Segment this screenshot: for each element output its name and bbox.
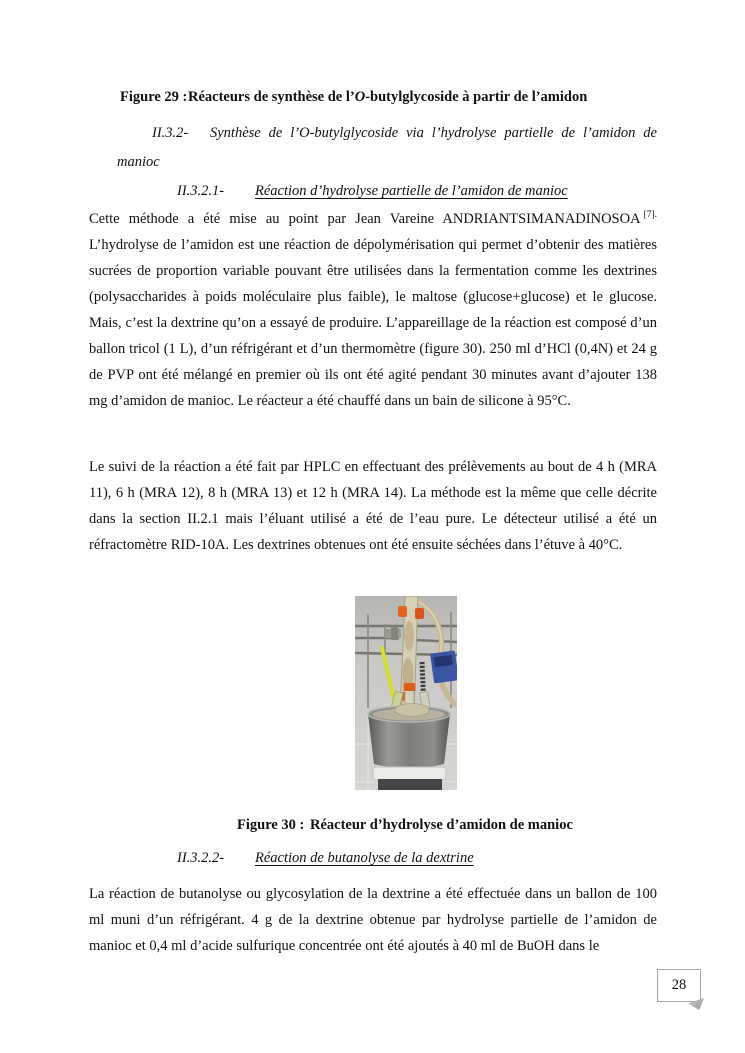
section-title-II-3-2-2: Réaction de butanolyse de la dextrine — [255, 850, 474, 866]
section-number-II-3-2-2: II.3.2.2- — [177, 850, 225, 866]
section-title-II-3-2-1: Réaction d’hydrolyse partielle de l’amidon de manioc — [255, 183, 568, 199]
lab-reactor-photo-illustration — [355, 596, 457, 790]
section-heading-II-3-2-2 — [89, 848, 657, 868]
photo-flask-contents — [395, 704, 429, 717]
paragraph-hydrolysis-method — [89, 206, 657, 414]
photo-blue-device — [430, 650, 457, 683]
section-heading-II-3-2-line1 — [89, 119, 657, 148]
figure29-label: Figure 29 : — [120, 89, 188, 105]
folded-corner-icon — [688, 998, 704, 1010]
figure30-caption — [89, 815, 657, 835]
para1-text-before-ref: Cette méthode a été mise au point par Jean Vareine ANDRIANTSIMANADINOSOA — [89, 211, 641, 227]
section-heading-II-3-2-1 — [89, 181, 657, 201]
page-number: 28 — [671, 977, 687, 993]
figure29-title-italic-o: O — [354, 89, 366, 105]
figure29-caption — [89, 87, 657, 107]
figure29-title — [188, 87, 587, 107]
figure29-title-post: -butylglycoside à partir de l’amidon — [365, 89, 588, 105]
section-number-II-3-2: II.3.2- — [152, 125, 189, 141]
paragraph-hplc-monitoring: Le suivi de la réaction a été fait par HPLC en effectuant des prélèvements au bout de 4 h (MRA 11), 6 h (MRA 12), 8 h (MRA 13) et 12 h (MRA 14). La méthode est la même que celle décrite dans la section II.2.1 mais l’éluant utilisé a été de l’eau pure. Le détecteur utilisé a été un réfractomètre RID-10A. Les dextrines obtenues ont été ensuite séchées dans l’étuve à 40°C. — [89, 459, 657, 553]
photo-stirrer-hotplate — [373, 767, 446, 790]
section-title-II-3-2-line1: Synthèse de l’O-butylglycoside via l’hydrolyse partielle de l’amidon de — [210, 125, 657, 141]
section-title-II-3-2-line2: manioc — [117, 154, 160, 170]
section-number-II-3-2-1: II.3.2.1- — [177, 183, 225, 199]
page-number-frame — [657, 969, 701, 1002]
figure30-label: Figure 30 : — [237, 817, 305, 833]
section-heading-II-3-2 — [89, 119, 657, 177]
figure29-title-pre: Réacteurs de synthèse de l’ — [188, 89, 355, 105]
figure30-photo — [355, 596, 457, 790]
figure30-title: Réacteur d’hydrolyse d’amidon de manioc — [310, 817, 573, 833]
citation-reference-7: [7]. — [643, 210, 657, 221]
photo-steel-bath-pot — [368, 704, 450, 769]
paragraph-butanolysis: La réaction de butanolyse ou glycosylation de la dextrine a été effectuée dans un ballon de 100 ml muni d’un réfrigérant. 4 g de la dextrine obtenue par hydrolyse partielle de l’amidon de manioc et 0,4 ml d’acide sulfurique concentrée ont été ajoutés à 40 ml de BuOH dans le — [89, 886, 657, 954]
para1-text-after-ref: L’hydrolyse de l’amidon est une réaction de dépolymérisation qui permet d’obtenir des matières sucrées de proportion variable pouvant être utilisées dans la fermentation comme les dextrines (polysaccharides à poids moléculaire plus faible), le maltose (glucose+glucose) et le glucose. Mais, c’est la dextrine qu’on a essayé de produire. L’appareillage de la réaction est composé d’un ballon tricol (1 L), d’un réfrigérant et d’un thermomètre (figure 30). 250 ml d’HCl (0,4N) et 24 g de PVP ont été mélangé en premier où ils ont été agité pendant 30 minutes avant d’ajouter 138 mg d’amidon de manioc. Le réacteur a été chauffé dans un bain de silicone à 95°C. — [89, 237, 657, 409]
